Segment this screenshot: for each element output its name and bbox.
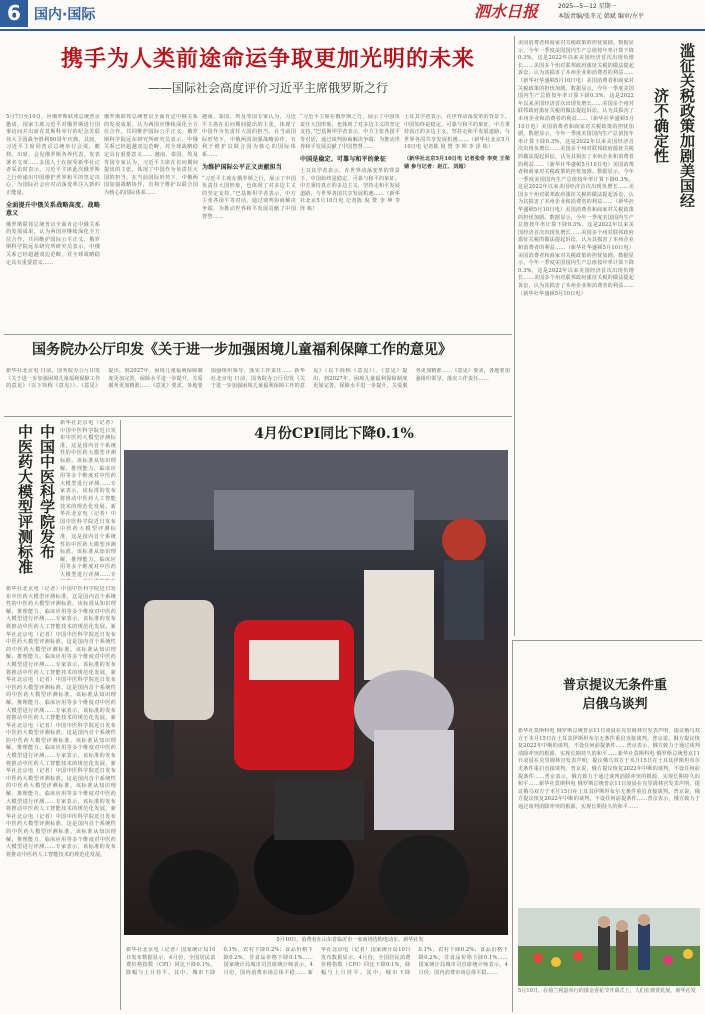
section-rule xyxy=(4,416,512,417)
lead-byline: （新华社北京5月10日电 记者张奇 李奕 王荣婧 参与记者：赵江、刘超） xyxy=(404,155,510,170)
lead-column-4: “习近平主席在俄罗斯之行，展示了中国负责任大国形象，也体现了对多边主义的坚定支持。”巴基斯坦学者表示，中方主张各国平等对话，通过谈判协商解决争端，为推动世界和平发展贡献了中国智慧…… 中国是稳定、可靠与和平的象征 土耳其学者表示，在世界动荡变革的背景下，中国始终是稳定、可靠与和平的象征。中方秉持真正的多边主义，坚持走和平发展道路，与世界各国共享发展机遇……（新华社北京5月10日电 记者陈 倪 赞 李 坤 李 泽 栋） xyxy=(300,114,400,212)
cpi-photo xyxy=(124,450,508,935)
tcm-headline: 中国中医科学院发布 中医药大模型评测标准 xyxy=(16,424,56,574)
lead-subheading-3: 中国是稳定、可靠与和平的象征 xyxy=(300,155,387,163)
lead-subheading-1: 全面提升中俄关系战略高度、战略意义 xyxy=(6,201,100,217)
lead-headline: 携手为人类前途命运争取更加光明的未来 xyxy=(60,46,475,72)
tcm-article-text: 新华社北京电（记者）中国中医科学院近日发布中医药大模型评测标准，这是国内首个系统性的中医药大模型评测标准。该标准从知识理解、推理能力、临床应用等多个维度对中医药大模型进行评测……专家表示，该标准的发布将推动中医药人工智能技术的规范化发展。新华社北京电（记者）中国中医科学院近日发布中医药大模型评测标准，这是国内首个系统性的中医药大模型评测标准。该标准从知识理解、推理能力、临床应用等多个维度对中医药大模型进行评测……专家表示，该标准的发布将推动中医药人工智能技术的规范化发展。新华社北京电（记者）中国中医科学院近日发布中医药大模型评测标准，这是国内首个系统性的中医药大模型评测标准。该标准从知识理解、推理能力、临床应用等多个维度对中医药大模型进行评测……专家表示，该标准的发布将推动中医药人工智能技术的规范化发展。新华社北京电（记者）中国中医科学院近日发布中医药大模型评测标准，这是国内首个系统性的中医药大模型评测标准。该标准从知识理解、推理能力、临床应用等多个维度对中医药大模型进行评测……专家表示，该标准的发布将推动中医药人工智能技术的规范化发展。新华社北京电（记者）中国中医科学院近日发布中医药大模型评测标准，这是国内首个系统性的中医药大模型评测标准。该标准从知识理解、推理能力、临床应用等多个维度对中医药大模型进行评测……专家表示，该标准的发布将推动中医药人工智能技术的规范化发展。新华社北京电（记者）中国中医科学院近日发布中医药大模型评测标准，这是国内首个系统性的中医药大模型评测标准。该标准从知识理解、推理能力、临床应用等多个维度对中医药大模型进行评测……专家表示，该标准的发布将推动中医药人工智能技术的规范化发展。 xyxy=(6,586,116,858)
section-rule xyxy=(4,334,512,335)
column-divider xyxy=(514,36,515,636)
page-number: 6 xyxy=(0,0,28,27)
putin-article-text: 新华社莫斯科电 俄罗斯总统普京11日凌晨在克里姆林宫发表声明，提议俄乌双方于本月15日在土耳其伊斯坦布尔无条件重启直接谈判。普京说，俄方提议恢复2022年中断的谈判，不设任何前提条件……普京表示，俄方致力于通过谈判消除冲突的根源，实现长期持久的和平……新华社莫斯科电 俄罗斯总统普京11日凌晨在克里姆林宫发表声明，提议俄乌双方于本月15日在土耳其伊斯坦布尔无条件重启直接谈判。普京说，俄方提议恢复2022年中断的谈判，不设任何前提条件……普京表示，俄方致力于通过谈判消除冲突的根源，实现长期持久的和平……新华社莫斯科电 俄罗斯总统普京11日凌晨在克里姆林宫发表声明，提议俄乌双方于本月15日在土耳其伊斯坦布尔无条件重启直接谈判。普京说，俄方提议恢复2022年中断的谈判，不设任何前提条件……普京表示，俄方致力于通过谈判消除冲突的根源，实现长期持久的和平…… xyxy=(518,728,700,810)
cpi-photo-caption: 5月10日，消费者在山东省临沂市一家商场选购电动车。新华社发 xyxy=(276,937,424,943)
tulip-photo-caption: 5月10日，在荷兰利瑟举行的郁金香花节开幕式上，人们在观赏花展。新华社发 xyxy=(518,988,696,994)
newspaper-logo: 泗水日报 xyxy=(474,2,539,21)
column-divider xyxy=(512,640,513,1012)
lead-column-2: 俄罗斯联邦总统普京全面肯定中俄关系的发展成果，认为两国应继续深化全方位合作，共同维护国际公平正义。俄罗斯科学院远东研究所研究员表示，中俄关系已经超越双边范畴，对全球战略稳定具有重要意义…… 越南、泰国、埃及等国专家认为，习近平主席在访问期间提出的主张，体现了中国作为负责任大国的担当。在当前国际形势下，中俄两国加强战略协作，有利于维护以联合国为核心的国际体系…… xyxy=(104,114,198,196)
tulip-photo xyxy=(518,908,700,986)
section-rule xyxy=(512,640,702,641)
lead-column-5: 土耳其学者表示，在世界动荡变革的背景下，中国始终是稳定、可靠与和平的象征。中方秉持真正的多边主义，坚持走和平发展道路，与世界各国共享发展机遇……（新华社北京5月10日电 记者陈 倪 赞 李 坤 李 泽 栋） （新华社北京5月10日电 记者张奇 李奕 王荣婧 参与记者：赵江、刘超） xyxy=(404,114,510,170)
cpi-article-text: 新华社北京电（记者）国家统计局10日发布数据显示，4月份，全国居民消费价格指数（CPI）同比下降0.1%，降幅与上月持平。其中，城市下降0.1%，农村下降0.2%；食品价格下降0.2%，非食品价格下降0.1%……国家统计局城市司首席统计师表示，4月份，国内消费市场总体平稳…… 新华社北京电（记者）国家统计局10日发布数据显示，4月份，全国居民消费价格指数（CPI）同比下降0.1%，降幅与上月持平。其中，城市下降0.1%，农村下降0.2%；食品价格下降0.2%，非食品价格下降0.1%……国家统计局城市司首席统计师表示，4月份，国内消费市场总体平稳…… xyxy=(126,947,508,976)
sidebar-headline: 滥征关税政策加剧美国经济不确定性 xyxy=(652,42,696,208)
issue-date: 2025—5—12 星期一 xyxy=(558,3,617,10)
editor-credits: 本版责编/张冬元 韩斌 编审/左平 xyxy=(558,13,644,20)
lead-column-1: 5月7日至10日，应俄罗斯联邦总统普京邀请，国家主席习近平对俄罗斯进行国事访问并出席在莫斯科举行的纪念苏联伟大卫国战争胜利80周年庆典。其间，习近平主席同普京总统举行会谈，瞻仰、出席、会见俄罗斯各界代表，发表署名文章……多国人士在接受新华社记者采访时表示，习近平主席此次俄罗斯之行传递出中国维护世界和平的坚定决心，为国际社会应对动荡变革注入新的正能量。 全面提升中俄关系战略高度、战略意义 俄罗斯联邦总统普京全面肯定中俄关系的发展成果，认为两国应继续深化全方位合作，共同维护国际公平正义。俄罗斯科学院远东研究所研究员表示，中俄关系已经超越双边范畴，对全球战略稳定具有重要意义…… xyxy=(6,114,100,266)
policy-headline: 国务院办公厅印发《关于进一步加强困境儿童福利保障工作的意见》 xyxy=(32,342,452,358)
putin-headline: 普京提议无条件重启俄乌谈判 xyxy=(562,678,667,712)
scooter-shop-scene xyxy=(124,450,508,935)
lead-subheading-2: 为维护国际公平正义贡献担当 xyxy=(202,163,282,171)
sidebar-article-text: 美国消费者和商家对关税政策的担忧加剧。数据显示，今年一季度美国国内生产总值按年率计算下降0.3%，这是2022年以来美国经济首次出现负增长……美国多个州对联邦政府滥征关税的做法提起诉讼，认为其损害了本州企业和消费者的利益……（新华社华盛顿5月10日电）美国消费者和商家对关税政策的担忧加剧。数据显示，今年一季度美国国内生产总值按年率计算下降0.3%，这是2022年以来美国经济首次出现负增长……美国多个州对联邦政府滥征关税的做法提起诉讼，认为其损害了本州企业和消费者的利益……（新华社华盛顿5月10日电）美国消费者和商家对关税政策的担忧加剧。数据显示，今年一季度美国国内生产总值按年率计算下降0.3%，这是2022年以来美国经济首次出现负增长……美国多个州对联邦政府滥征关税的做法提起诉讼，认为其损害了本州企业和消费者的利益……（新华社华盛顿5月10日电）美国消费者和商家对关税政策的担忧加剧。数据显示，今年一季度美国国内生产总值按年率计算下降0.3%，这是2022年以来美国经济首次出现负增长……美国多个州对联邦政府滥征关税的做法提起诉讼，认为其损害了本州企业和消费者的利益……（新华社华盛顿5月10日电）美国消费者和商家对关税政策的担忧加剧。数据显示，今年一季度美国国内生产总值按年率计算下降0.3%，这是2022年以来美国经济首次出现负增长……美国多个州对联邦政府滥征关税的做法提起诉讼，认为其损害了本州企业和消费者的利益……（新华社华盛顿5月10日电）美国消费者和商家对关税政策的担忧加剧。数据显示，今年一季度美国国内生产总值按年率计算下降0.3%，这是2022年以来美国经济首次出现负增长……美国多个州对联邦政府滥征关税的做法提起诉讼，认为其损害了本州企业和消费者的利益……（新华社华盛顿5月10日电） xyxy=(518,40,634,297)
column-divider xyxy=(120,420,121,1010)
cpi-headline: 4月份CPI同比下降0.1% xyxy=(254,426,414,442)
tcm-article-lead: 新华社北京电（记者）中国中医科学院近日发布中医药大模型评测标准，这是国内首个系统性的中医药大模型评测标准。该标准从知识理解、推理能力、临床应用等多个维度对中医药大模型进行评测……专家表示，该标准的发布将推动中医药人工智能技术的规范化发展。新华社北京电（记者）中国中医科学院近日发布中医药大模型评测标准，这是国内首个系统性的中医药大模型评测标准。该标准从知识理解、推理能力、临床应用等多个维度对中医药大模型进行评测……专 xyxy=(60,420,116,578)
section-title: 国内·国际 xyxy=(34,7,96,23)
lead-subhead: ——国际社会高度评价习近平主席俄罗斯之行 xyxy=(147,81,388,95)
header-rule xyxy=(0,29,705,31)
tulip-festival-scene xyxy=(518,908,700,986)
lead-column-3: 越南、泰国、埃及等国专家认为，习近平主席在访问期间提出的主张，体现了中国作为负责任大国的担当。在当前国际形势下，中俄两国加强战略协作，有利于维护以联合国为核心的国际体系…… 为维护国际公平正义贡献担当 “习近平主席在俄罗斯之行，展示了中国负责任大国形象，也体现了对多边主义的坚定支持。”巴基斯坦学者表示，中方主张各国平等对话，通过谈判协商解决争端，为推动世界和平发展贡献了中国智慧…… xyxy=(202,114,296,220)
policy-article-text: 新华社北京电 日前，国务院办公厅印发《关于进一步加强困境儿童福利保障工作的意见》（以下简称《意见》）。《意见》提出，到2027年，困境儿童福利保障制度更加完善，保障水平进一步提升，关爱服务更加精准……《意见》要求，各地要加强组织领导，落实工作责任…… 新华社北京电 日前，国务院办公厅印发《关于进一步加强困境儿童福利保障工作的意见》（以下简称《意见》）。《意见》提出，到2027年，困境儿童福利保障制度更加完善，保障水平进一步提升，关爱服务更加精准……《意见》要求，各地要加强组织领导，落实工作责任…… xyxy=(6,368,510,390)
